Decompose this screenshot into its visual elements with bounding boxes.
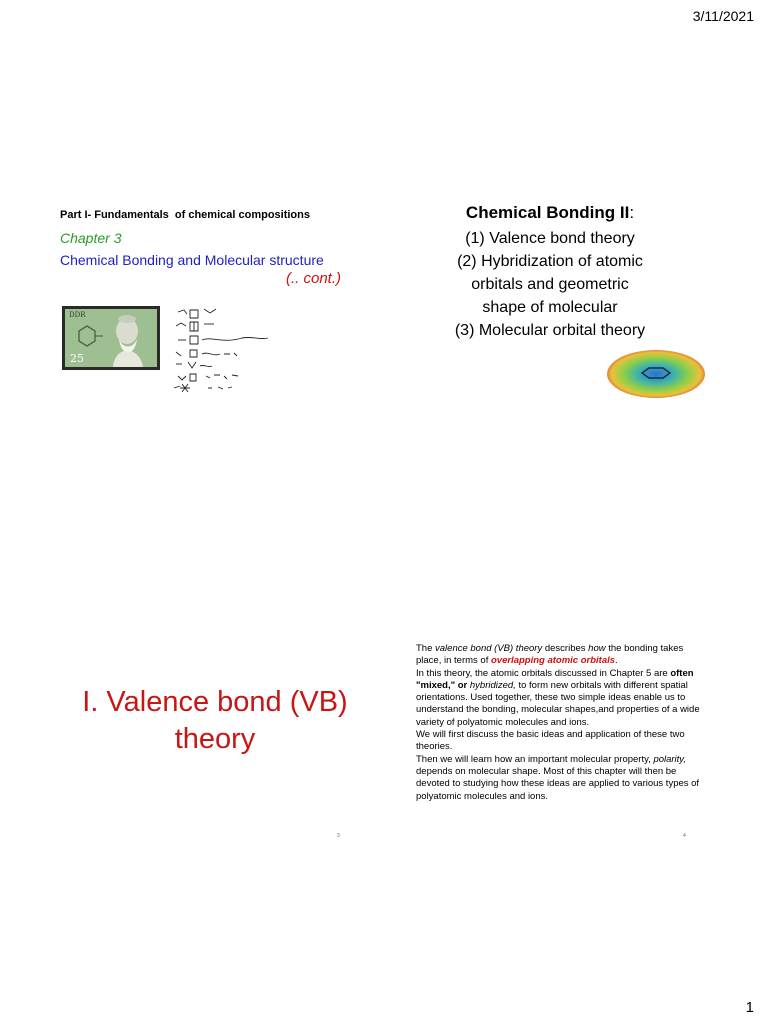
paragraph xyxy=(416,754,706,803)
list-item: (1) Valence bond theory xyxy=(465,230,635,247)
text-run: to form new orbitals with different spatial orientations. Used together, these two simple ideas enable us to understand the bonding, molecular shapes,and properties of a wide variety of polyatomic molecules and ions. xyxy=(416,679,700,728)
part-heading: Part I- Fundamentals of chemical compositions xyxy=(60,209,310,221)
text-run: Then we will learn how an important molecular property, xyxy=(416,753,654,765)
list-item-continuation: orbitals and geometric xyxy=(471,276,629,293)
list-item-continuation: shape of molecular xyxy=(482,299,618,316)
slide4-page-number: 4 xyxy=(683,833,686,839)
stamp-country: DDR xyxy=(69,311,86,319)
text-run: depends on molecular shape. Most of this chapter will then be devoted to studying how these ideas are applied to various types of polyatomic molecules and ions. xyxy=(416,765,700,802)
continued-label: (.. cont.) xyxy=(286,270,342,287)
paragraph: We will first discuss the basic ideas and application of these two theories. xyxy=(416,729,685,753)
slide2-topic-list xyxy=(400,227,700,342)
slide3-title: I. Valence bond (VB) theory xyxy=(82,686,348,755)
list-item: (2) Hybridization of atomic xyxy=(457,253,643,270)
electron-density-map-image xyxy=(606,349,706,399)
slide2-heading xyxy=(400,203,700,223)
chapter-label: Chapter 3 xyxy=(60,230,122,246)
slide4-body-text xyxy=(416,643,706,803)
document-page-number: 1 xyxy=(745,999,754,1016)
date-stamp: 3/11/2021 xyxy=(692,8,754,24)
paragraph xyxy=(416,668,706,729)
text-run: describes xyxy=(542,643,589,654)
slide3-page-number: 3 xyxy=(337,833,340,839)
text-run-italic: valence bond (VB) theory xyxy=(435,643,543,654)
text-run-italic: hybridized, xyxy=(469,679,516,691)
slide2-heading-text: Chemical Bonding II xyxy=(465,203,630,222)
text-run-bold: often "mixed," or xyxy=(416,667,694,691)
ddr-postage-stamp xyxy=(62,306,160,370)
text-run: In this theory, the atomic orbitals discussed in Chapter 5 are xyxy=(416,667,671,679)
stamp-value: 25 xyxy=(70,352,84,365)
text-run-italic: polarity, xyxy=(653,753,686,765)
text-run: The xyxy=(416,643,436,654)
list-item: (3) Molecular orbital theory xyxy=(454,322,646,339)
paragraph xyxy=(416,643,706,668)
chapter-title: Chemical Bonding and Molecular structure xyxy=(60,252,324,268)
text-run: . xyxy=(615,655,618,667)
handwritten-structure-sketches xyxy=(170,304,270,398)
slide2-heading-colon: : xyxy=(629,203,635,222)
text-run-italic: how xyxy=(588,643,606,654)
text-run: the bonding takes place, in terms of xyxy=(416,643,684,667)
highlight-overlapping-atomic-orbitals: overlapping atomic orbitals xyxy=(490,655,616,667)
